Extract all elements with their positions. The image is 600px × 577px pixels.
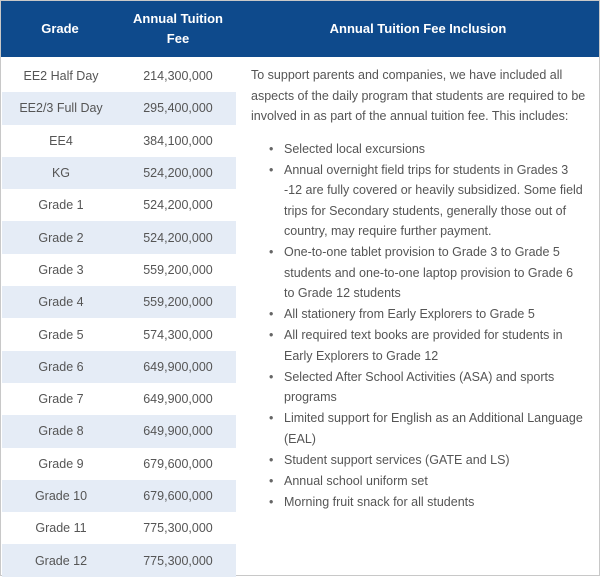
fee-cell: 679,600,000 bbox=[143, 456, 213, 471]
header-grade: Grade bbox=[41, 21, 79, 36]
table-row bbox=[2, 383, 236, 415]
grade-cell: EE2 Half Day bbox=[23, 69, 99, 84]
grade-cell: Grade 10 bbox=[34, 489, 88, 503]
grade-cell: Grade 12 bbox=[34, 553, 88, 568]
list-item: • All required text books are provided for students in Early Explorers to Grade 12 bbox=[284, 325, 586, 366]
fee-cell: 775,300,000 bbox=[143, 521, 213, 536]
fee-cell: 214,300,000 bbox=[143, 69, 213, 84]
grade-cell: Grade 5 bbox=[38, 327, 84, 342]
grade-cell: EE2/3 Full Day bbox=[19, 101, 103, 116]
fee-cell: 524,200,000 bbox=[143, 230, 213, 245]
table-row bbox=[2, 512, 236, 544]
table-row bbox=[2, 480, 236, 512]
list-item: • Limited support for English as an Additional Language (EAL) bbox=[284, 408, 586, 449]
grade-cell: Grade 6 bbox=[38, 359, 84, 374]
grade-cell: Grade 7 bbox=[38, 392, 84, 407]
list-item: • Selected local excursions bbox=[284, 139, 586, 160]
fee-rows bbox=[2, 60, 236, 577]
fee-cell: 559,200,000 bbox=[143, 295, 213, 310]
fee-cell: 384,100,000 bbox=[143, 133, 213, 148]
grade-cell: KG bbox=[51, 166, 71, 181]
table-row bbox=[2, 544, 236, 576]
grade-cell: Grade 9 bbox=[38, 456, 84, 471]
fee-cell: 524,200,000 bbox=[143, 166, 213, 181]
fee-inclusion-text bbox=[251, 65, 586, 513]
list-item: • All stationery from Early Explorers to Grade 5 bbox=[284, 304, 586, 325]
grade-cell: Grade 11 bbox=[35, 521, 87, 536]
header-fee-line1: Annual Tuition bbox=[132, 11, 224, 26]
fee-cell: 775,300,000 bbox=[143, 553, 213, 568]
fee-cell: 649,900,000 bbox=[143, 392, 213, 407]
list-item: • Annual overnight field trips for students in Grades 3 -12 are fully covered or heavily subsidized. Some field trips for Secondary students, generally those out of country, may require further payment. bbox=[284, 160, 586, 242]
fee-cell: 649,900,000 bbox=[143, 424, 213, 439]
header-annual-tuition-fee bbox=[119, 1, 237, 57]
fee-cell: 649,900,000 bbox=[143, 359, 213, 374]
list-item: • One-to-one tablet provision to Grade 3 to Grade 5 students and one-to-one laptop provision to Grade 6 to Grade 12 students bbox=[284, 242, 586, 304]
list-item: • Selected After School Activities (ASA) and sports programs bbox=[284, 367, 586, 408]
inclusion-intro: To support parents and companies, we have included all aspects of the daily program that students are required to be involved in as part of the annual tuition fee. This includes: bbox=[251, 68, 586, 123]
grade-cell: Grade 8 bbox=[38, 424, 84, 439]
table-row bbox=[2, 189, 236, 221]
fee-cell: 524,200,000 bbox=[143, 198, 213, 213]
table-row bbox=[2, 221, 236, 253]
table-row bbox=[2, 92, 236, 124]
grade-cell: Grade 1 bbox=[38, 198, 84, 213]
list-item: • Student support services (GATE and LS) bbox=[284, 450, 586, 471]
table-row bbox=[2, 351, 236, 383]
grade-cell: Grade 3 bbox=[38, 262, 84, 277]
table-row bbox=[2, 318, 236, 350]
table-row bbox=[2, 286, 236, 318]
fee-cell: 574,300,000 bbox=[143, 327, 213, 342]
table-header bbox=[1, 1, 599, 57]
header-fee-inclusion: Annual Tuition Fee Inclusion bbox=[329, 21, 507, 36]
fee-cell: 295,400,000 bbox=[143, 101, 213, 116]
fee-cell: 559,200,000 bbox=[143, 262, 213, 277]
inclusion-list bbox=[251, 139, 586, 513]
list-item: • Annual school uniform set bbox=[284, 471, 586, 492]
table-row bbox=[2, 254, 236, 286]
grade-cell: Grade 4 bbox=[38, 295, 84, 310]
table-row bbox=[2, 415, 236, 447]
header-fee-line2: Fee bbox=[166, 31, 190, 46]
table-row bbox=[2, 125, 236, 157]
grade-cell: Grade 2 bbox=[38, 230, 84, 245]
table-row bbox=[2, 157, 236, 189]
table-row bbox=[2, 60, 236, 92]
grade-cell: EE4 bbox=[49, 133, 73, 148]
fee-cell: 679,600,000 bbox=[143, 489, 213, 503]
list-item: • Morning fruit snack for all students bbox=[284, 492, 586, 513]
table-row bbox=[2, 448, 236, 480]
